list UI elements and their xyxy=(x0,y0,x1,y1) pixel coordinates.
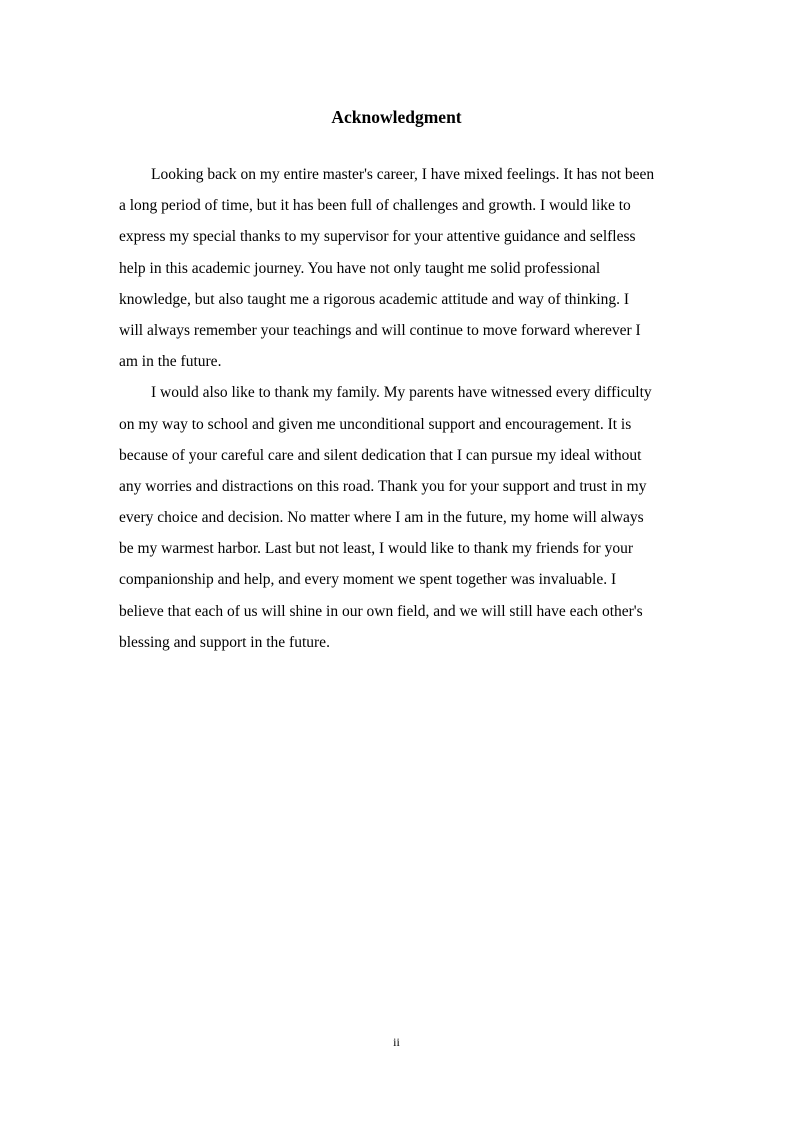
paragraph-1-line-2: a long period of time, but it has been full of challenges and growth. I would like to xyxy=(119,197,631,215)
paragraph-2-line-6: be my warmest harbor. Last but not least, I would like to thank my friends for your xyxy=(119,540,633,558)
paragraph-2-line-8: believe that each of us will shine in our own field, and we will still have each other's xyxy=(119,602,643,620)
paragraph-2-line-7: companionship and help, and every moment we spent together was invaluable. I xyxy=(119,571,617,589)
page-title: Acknowledgment xyxy=(331,107,462,127)
paragraph-1-line-7: am in the future. xyxy=(119,353,222,371)
paragraph-1-line-3: express my special thanks to my supervisor for your attentive guidance and selfless xyxy=(119,228,636,246)
paragraph-2-line-9: blessing and support in the future. xyxy=(119,633,330,651)
paragraph-1-line-1: Looking back on my entire master's career, I have mixed feelings. It has not been xyxy=(151,166,655,183)
paragraph-1-line-6: will always remember your teachings and will continue to move forward wherever I xyxy=(119,321,641,339)
paragraph-2-line-2: on my way to school and given me unconditional support and encouragement. It is xyxy=(119,415,632,433)
paragraph-1-line-5: knowledge, but also taught me a rigorous academic attitude and way of thinking. I xyxy=(119,290,630,308)
paragraph-2-line-1: I would also like to thank my family. My parents have witnessed every difficulty xyxy=(151,384,652,402)
page-number: ii xyxy=(393,1035,400,1049)
paragraph-1-line-4: help in this academic journey. You have not only taught me solid professional xyxy=(119,259,601,277)
paragraph-2-line-3: because of your careful care and silent dedication that I can pursue my ideal without xyxy=(119,446,642,464)
acknowledgment-body xyxy=(119,162,673,661)
paragraph-2-line-5: every choice and decision. No matter where I am in the future, my home will always xyxy=(119,509,644,527)
paragraph-2-line-4: any worries and distractions on this road. Thank you for your support and trust in my xyxy=(119,477,647,495)
